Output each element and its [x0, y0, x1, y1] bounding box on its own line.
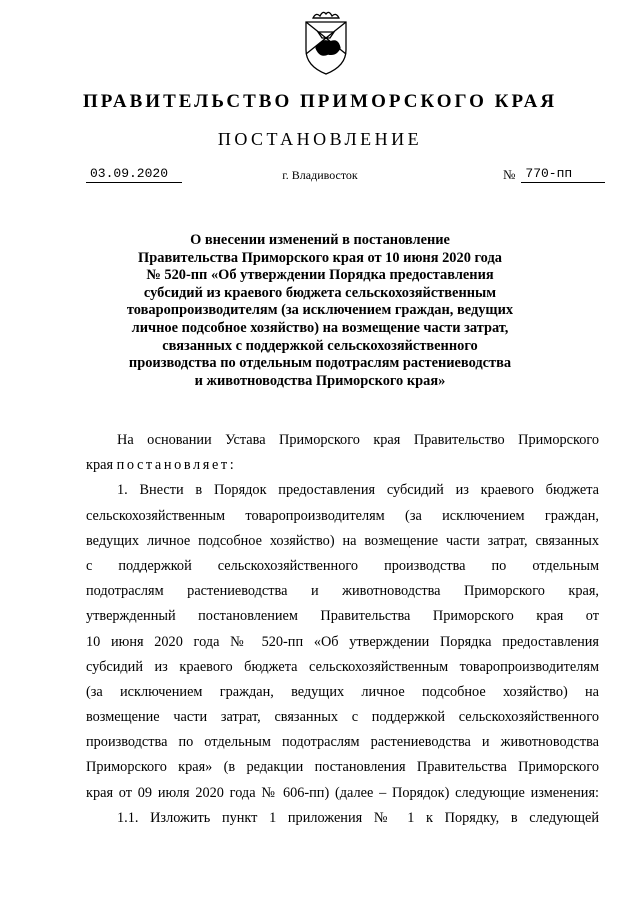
- subject-line: личное подсобное хозяйство) на возмещение части затрат,: [131, 319, 509, 336]
- subject-line: Правительства Приморского края от 10 июня 2020 года: [138, 249, 502, 266]
- subject-line: и животноводства Приморского края»: [194, 372, 446, 389]
- body-line: субсидий из краевого бюджета сельскохозяйственным товаропроизводителям: [86, 658, 599, 675]
- body-line: подотраслям растениеводства и животноводства Приморского края,: [86, 583, 599, 600]
- document-city: г. Владивосток: [282, 168, 358, 182]
- body-line: 1.1. Изложить пункт 1 приложения № 1 к Порядку, в следующей: [117, 809, 599, 826]
- coat-of-arms-emblem: [300, 8, 352, 76]
- body-line: 1. Внести в Порядок предоставления субсидий из краевого бюджета: [117, 482, 599, 499]
- subject-line: производства по отдельным подотраслям растениеводства: [128, 355, 512, 372]
- body-line: производства по отдельным подотраслям растениеводства и животноводства: [86, 734, 599, 751]
- document-number: 770-пп: [521, 166, 605, 183]
- subject-line: О внесении изменений в постановление: [190, 232, 450, 248]
- body-line: сельскохозяйственным товаропроизводителям (за исключением граждан,: [86, 507, 599, 524]
- document-number-block: [503, 166, 605, 183]
- subject-line: субсидий из краевого бюджета сельскохозяйственным: [143, 284, 497, 301]
- body-line: (за исключением граждан, ведущих личное подсобное хозяйство) на: [86, 683, 599, 700]
- document-body: [86, 428, 599, 831]
- subject-line: товаропроизводителям (за исключением граждан, ведущих: [126, 302, 514, 319]
- number-sign: №: [503, 167, 516, 182]
- body-word: края: [86, 457, 114, 474]
- subject-line: № 520-пп «Об утверждении Порядка предоставления: [146, 267, 494, 284]
- body-line: 10 июня 2020 года № 520-пп «Об утверждении Порядка предоставления: [86, 633, 599, 650]
- government-title: ПРАВИТЕЛЬСТВО ПРИМОРСКОГО КРАЯ: [82, 91, 558, 112]
- document-date: 03.09.2020: [86, 166, 182, 183]
- body-line: утвержденный постановлением Правительства Приморского края от: [86, 608, 599, 625]
- document-type: ПОСТАНОВЛЕНИЕ: [217, 129, 423, 149]
- body-line: На основании Устава Приморского края Правительство Приморского: [117, 432, 599, 448]
- body-line: с поддержкой сельскохозяйственного производства по отдельным: [86, 557, 599, 574]
- body-line: ведущих личное подсобное хозяйство) на возмещение части затрат, связанных: [86, 532, 599, 549]
- body-line: [86, 453, 599, 478]
- body-line: края от 09 июля 2020 года № 606-пп) (далее – Порядок) следующие изменения:: [86, 784, 599, 801]
- document-subject: [110, 232, 530, 390]
- body-line: возмещение части затрат, связанных с поддержкой сельскохозяйственного: [86, 709, 599, 726]
- body-line: Приморского края» (в редакции постановления Правительства Приморского: [86, 759, 599, 776]
- resolution-word: постановляет:: [116, 457, 237, 474]
- subject-line: связанных с поддержкой сельскохозяйственного: [162, 337, 478, 354]
